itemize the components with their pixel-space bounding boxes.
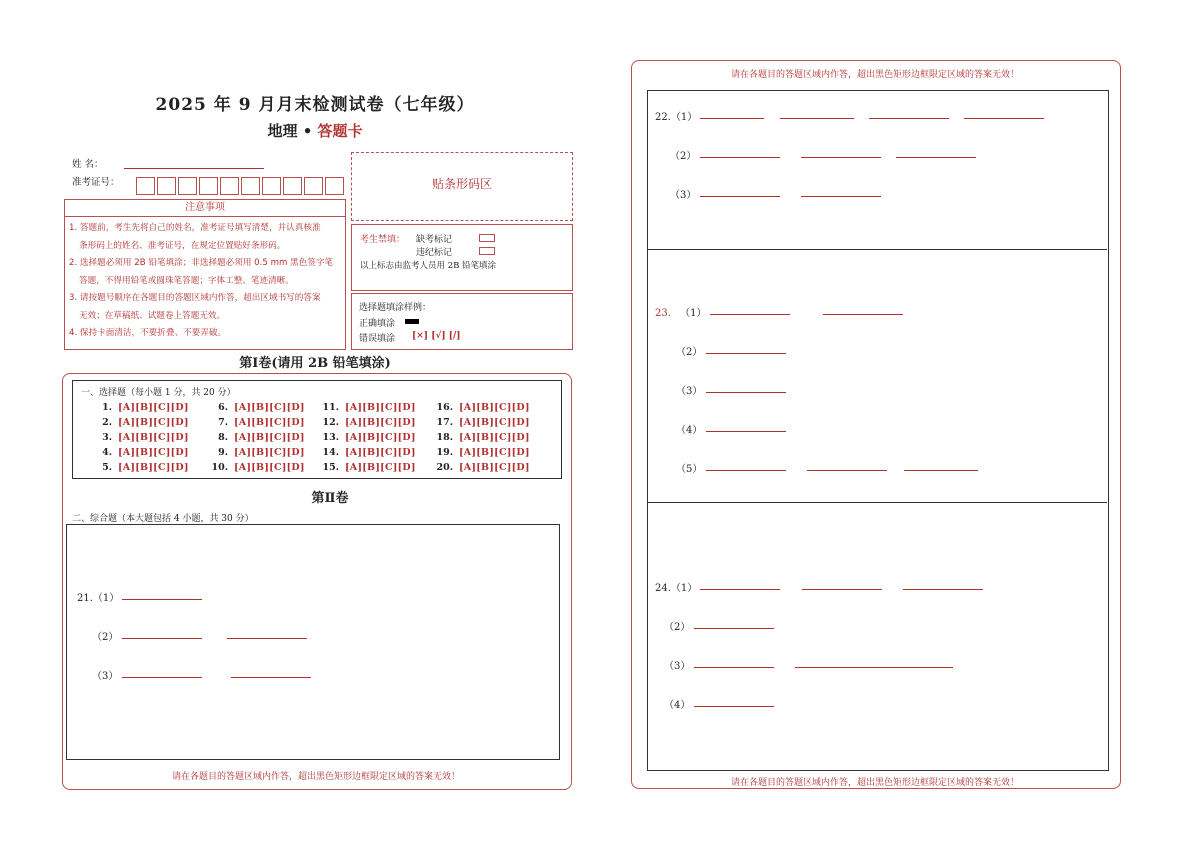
violation-mark-box[interactable] xyxy=(479,247,495,255)
q23-part5 xyxy=(676,460,978,475)
q23-p1-label: （1） xyxy=(680,308,707,319)
answer-blank[interactable] xyxy=(694,705,774,707)
mcq-question xyxy=(92,417,189,428)
id-digit-boxes[interactable] xyxy=(136,177,346,195)
answer-blank[interactable] xyxy=(227,637,307,639)
notice-list xyxy=(65,217,345,343)
mcq-question xyxy=(208,432,305,443)
notice-item: 条形码上的姓名、准考证号，在规定位置贴好条形码。 xyxy=(79,240,286,251)
answer-blank[interactable] xyxy=(122,676,202,678)
answer-blank[interactable] xyxy=(801,156,881,158)
q24-part2 xyxy=(664,618,774,633)
mcq-number: 15. xyxy=(322,462,339,473)
mcq-options[interactable]: [A][B][C][D] xyxy=(345,447,416,458)
mcq-number: 8. xyxy=(218,432,228,443)
mcq-number: 10. xyxy=(211,462,228,473)
answer-blank[interactable] xyxy=(122,598,202,600)
answer-blank[interactable] xyxy=(706,430,786,432)
prohibited-note: 以上标志由监考人员用 2B 铅笔填涂 xyxy=(360,261,497,271)
correct-fill-sample xyxy=(405,319,419,324)
notice-item: 1. 答题前，考生先将自己的姓名，准考证号填写清楚，并认真核准 xyxy=(69,223,321,233)
answer-blank[interactable] xyxy=(700,117,764,119)
answer-blank[interactable] xyxy=(700,195,780,197)
sample-title: 选择题填涂样例： xyxy=(359,303,432,313)
mcq-number: 9. xyxy=(218,447,228,458)
barcode-area xyxy=(351,152,573,221)
part2-section-title: 二、综合题（本大题包括 4 小题，共 30 分） xyxy=(72,514,254,524)
prohibited-box xyxy=(351,224,573,291)
answer-blank[interactable] xyxy=(700,156,780,158)
mcq-number: 14. xyxy=(322,447,339,458)
divider-22-23 xyxy=(648,249,1107,250)
mcq-number: 4. xyxy=(102,447,112,458)
divider-23-24 xyxy=(648,502,1107,503)
exam-title: 2025 年 9 月月末检测试卷（七年级） xyxy=(155,95,475,115)
q24-p2-label: （2） xyxy=(664,622,691,633)
mcq-options[interactable]: [A][B][C][D] xyxy=(118,417,189,428)
answer-blank[interactable] xyxy=(801,195,881,197)
q21-p2-label: （2） xyxy=(92,632,119,643)
q23-number: 23. xyxy=(655,308,671,319)
answer-blank[interactable] xyxy=(700,588,780,590)
mcq-question xyxy=(92,447,189,458)
q23-p4-label: （4） xyxy=(676,425,703,436)
notice-item: 答题，不得用铅笔或圆珠笔答题；字体工整、笔迹清晰。 xyxy=(79,275,294,286)
q24-part4 xyxy=(664,696,774,711)
subject-label: 地理 xyxy=(267,122,298,140)
mcq-number: 16. xyxy=(436,402,453,413)
q24-p4-label: （4） xyxy=(664,700,691,711)
mcq-number: 11. xyxy=(322,402,339,413)
mcq-options[interactable]: [A][B][C][D] xyxy=(459,432,530,443)
q23-part3 xyxy=(676,382,786,397)
notice-item: 无效；在草稿纸、试题卷上答题无效。 xyxy=(79,310,226,321)
answer-blank[interactable] xyxy=(903,588,983,590)
prohibited-label: 考生禁填： xyxy=(360,235,406,245)
q24-p3-label: （3） xyxy=(664,661,691,672)
q22-part1 xyxy=(655,108,1044,123)
mcq-question xyxy=(92,432,189,443)
mcq-number: 20. xyxy=(436,462,453,473)
mcq-question xyxy=(208,402,305,413)
part2-title: 第Ⅱ卷 xyxy=(311,491,349,506)
q23-part2 xyxy=(676,343,786,358)
mcq-options[interactable]: [A][B][C][D] xyxy=(459,447,530,458)
mcq-question xyxy=(433,417,530,428)
mcq-number: 5. xyxy=(102,462,112,473)
answer-blank[interactable] xyxy=(780,117,854,119)
q24-part3 xyxy=(664,657,953,672)
mcq-question xyxy=(433,432,530,443)
q22-part3 xyxy=(670,186,881,201)
wrong-marks: [×] [√] [/] xyxy=(412,331,461,341)
notice-item: 4. 保持卡面清洁，不要折叠、不要弄破。 xyxy=(69,328,227,338)
mcq-options[interactable]: [A][B][C][D] xyxy=(345,432,416,443)
mcq-question xyxy=(319,417,416,428)
mcq-options[interactable]: [A][B][C][D] xyxy=(118,432,189,443)
name-field[interactable] xyxy=(124,168,264,169)
answer-blank[interactable] xyxy=(795,666,953,668)
mcq-options[interactable]: [A][B][C][D] xyxy=(118,402,189,413)
card-label: 答题卡 xyxy=(317,122,363,140)
card-subtitle xyxy=(60,120,570,141)
q24-part1 xyxy=(655,579,983,594)
mcq-options[interactable]: [A][B][C][D] xyxy=(118,447,189,458)
answer-blank[interactable] xyxy=(807,469,887,471)
sample-box xyxy=(351,293,573,350)
answer-blank[interactable] xyxy=(869,117,949,119)
absent-label: 缺考标记 xyxy=(416,235,453,245)
mcq-options[interactable]: [A][B][C][D] xyxy=(234,432,305,443)
mcq-question xyxy=(208,447,305,458)
footer-warning-left: 请在各题目的答题区域内作答，超出黑色矩形边框限定区域的答案无效！ xyxy=(171,772,460,782)
q24-label: 24.（1） xyxy=(655,583,698,594)
mcq-question xyxy=(92,402,189,413)
header-warning-right: 请在各题目的答题区域内作答，超出黑色矩形边框限定区域的答案无效！ xyxy=(730,70,1019,80)
q21-part3 xyxy=(92,667,311,682)
q22-part2 xyxy=(670,147,976,162)
mcq-options[interactable]: [A][B][C][D] xyxy=(234,402,305,413)
absent-mark-box[interactable] xyxy=(479,234,495,242)
answer-blank[interactable] xyxy=(896,156,976,158)
answer-blank[interactable] xyxy=(964,117,1044,119)
mcq-options[interactable]: [A][B][C][D] xyxy=(345,462,416,473)
answer-blank[interactable] xyxy=(122,637,202,639)
notice-item: 2. 选择题必须用 2B 铅笔填涂；非选择题必须用 0.5 mm 黑色签字笔 xyxy=(69,258,334,268)
answer-blank[interactable] xyxy=(802,588,882,590)
mcq-number: 7. xyxy=(218,417,228,428)
mcq-number: 18. xyxy=(436,432,453,443)
mcq-question xyxy=(319,402,416,413)
id-label: 准考证号： xyxy=(72,177,120,188)
notice-item: 3. 请按题号顺序在各题目的答题区域内作答，超出区域书写的答案 xyxy=(69,293,321,303)
correct-label: 正确填涂 xyxy=(359,319,396,329)
q22-p2-label: （2） xyxy=(670,151,697,162)
answer-blank[interactable] xyxy=(904,469,978,471)
mcq-question xyxy=(433,402,530,413)
mcq-question xyxy=(433,462,530,473)
mcq-options[interactable]: [A][B][C][D] xyxy=(345,417,416,428)
wrong-label: 错误填涂 xyxy=(359,334,396,344)
footer-warning-right: 请在各题目的答题区域内作答，超出黑色矩形边框限定区域的答案无效！ xyxy=(730,778,1019,788)
mcq-options[interactable]: [A][B][C][D] xyxy=(118,462,189,473)
q23-part4 xyxy=(676,421,786,436)
name-label: 姓 名： xyxy=(72,159,104,170)
mcq-options[interactable]: [A][B][C][D] xyxy=(459,417,530,428)
q23-p3-label: （3） xyxy=(676,386,703,397)
q23-p2-label: （2） xyxy=(676,347,703,358)
mcq-number: 17. xyxy=(436,417,453,428)
mcq-number: 12. xyxy=(322,417,339,428)
mcq-options[interactable]: [A][B][C][D] xyxy=(345,402,416,413)
mcq-number: 6. xyxy=(218,402,228,413)
q23-p5-label: （5） xyxy=(676,464,703,475)
answer-blank[interactable] xyxy=(706,352,786,354)
answer-blank[interactable] xyxy=(231,676,311,678)
mcq-number: 2. xyxy=(102,417,112,428)
mcq-question xyxy=(319,447,416,458)
violation-label: 违纪标记 xyxy=(416,248,453,258)
answer-blank[interactable] xyxy=(694,666,774,668)
mcq-number: 13. xyxy=(322,432,339,443)
barcode-label: 贴条形码区 xyxy=(431,177,492,191)
notice-box xyxy=(64,199,346,350)
answer-blank[interactable] xyxy=(706,391,786,393)
answer-blank[interactable] xyxy=(710,313,790,315)
mcq-question xyxy=(92,462,189,473)
part1-title: 第Ⅰ卷(请用 2B 铅笔填涂) xyxy=(239,356,391,371)
q21-part1 xyxy=(77,589,202,604)
mcq-options[interactable]: [A][B][C][D] xyxy=(234,447,305,458)
q21-part2 xyxy=(92,628,307,643)
q21-p3-label: （3） xyxy=(92,671,119,682)
q23-part1 xyxy=(655,304,903,319)
notice-title: 注意事项 xyxy=(65,200,345,217)
mcq-question xyxy=(433,447,530,458)
mcq-number: 1. xyxy=(102,402,112,413)
q22-p3-label: （3） xyxy=(670,190,697,201)
mcq-section-title: 一、选择题（每小题 1 分，共 20 分） xyxy=(81,388,236,398)
q21-label: 21.（1） xyxy=(77,593,120,604)
q22-label: 22.（1） xyxy=(655,112,698,123)
mcq-options[interactable]: [A][B][C][D] xyxy=(234,417,305,428)
mcq-options[interactable]: [A][B][C][D] xyxy=(234,462,305,473)
dot-separator: • xyxy=(302,122,313,140)
mcq-question xyxy=(319,462,416,473)
mcq-question xyxy=(319,432,416,443)
mcq-options[interactable]: [A][B][C][D] xyxy=(459,462,530,473)
answer-blank[interactable] xyxy=(694,627,774,629)
mcq-question xyxy=(208,462,305,473)
answer-blank[interactable] xyxy=(706,469,786,471)
mcq-question xyxy=(208,417,305,428)
mcq-number: 19. xyxy=(436,447,453,458)
answer-blank[interactable] xyxy=(823,313,903,315)
mcq-options[interactable]: [A][B][C][D] xyxy=(459,402,530,413)
mcq-number: 3. xyxy=(102,432,112,443)
